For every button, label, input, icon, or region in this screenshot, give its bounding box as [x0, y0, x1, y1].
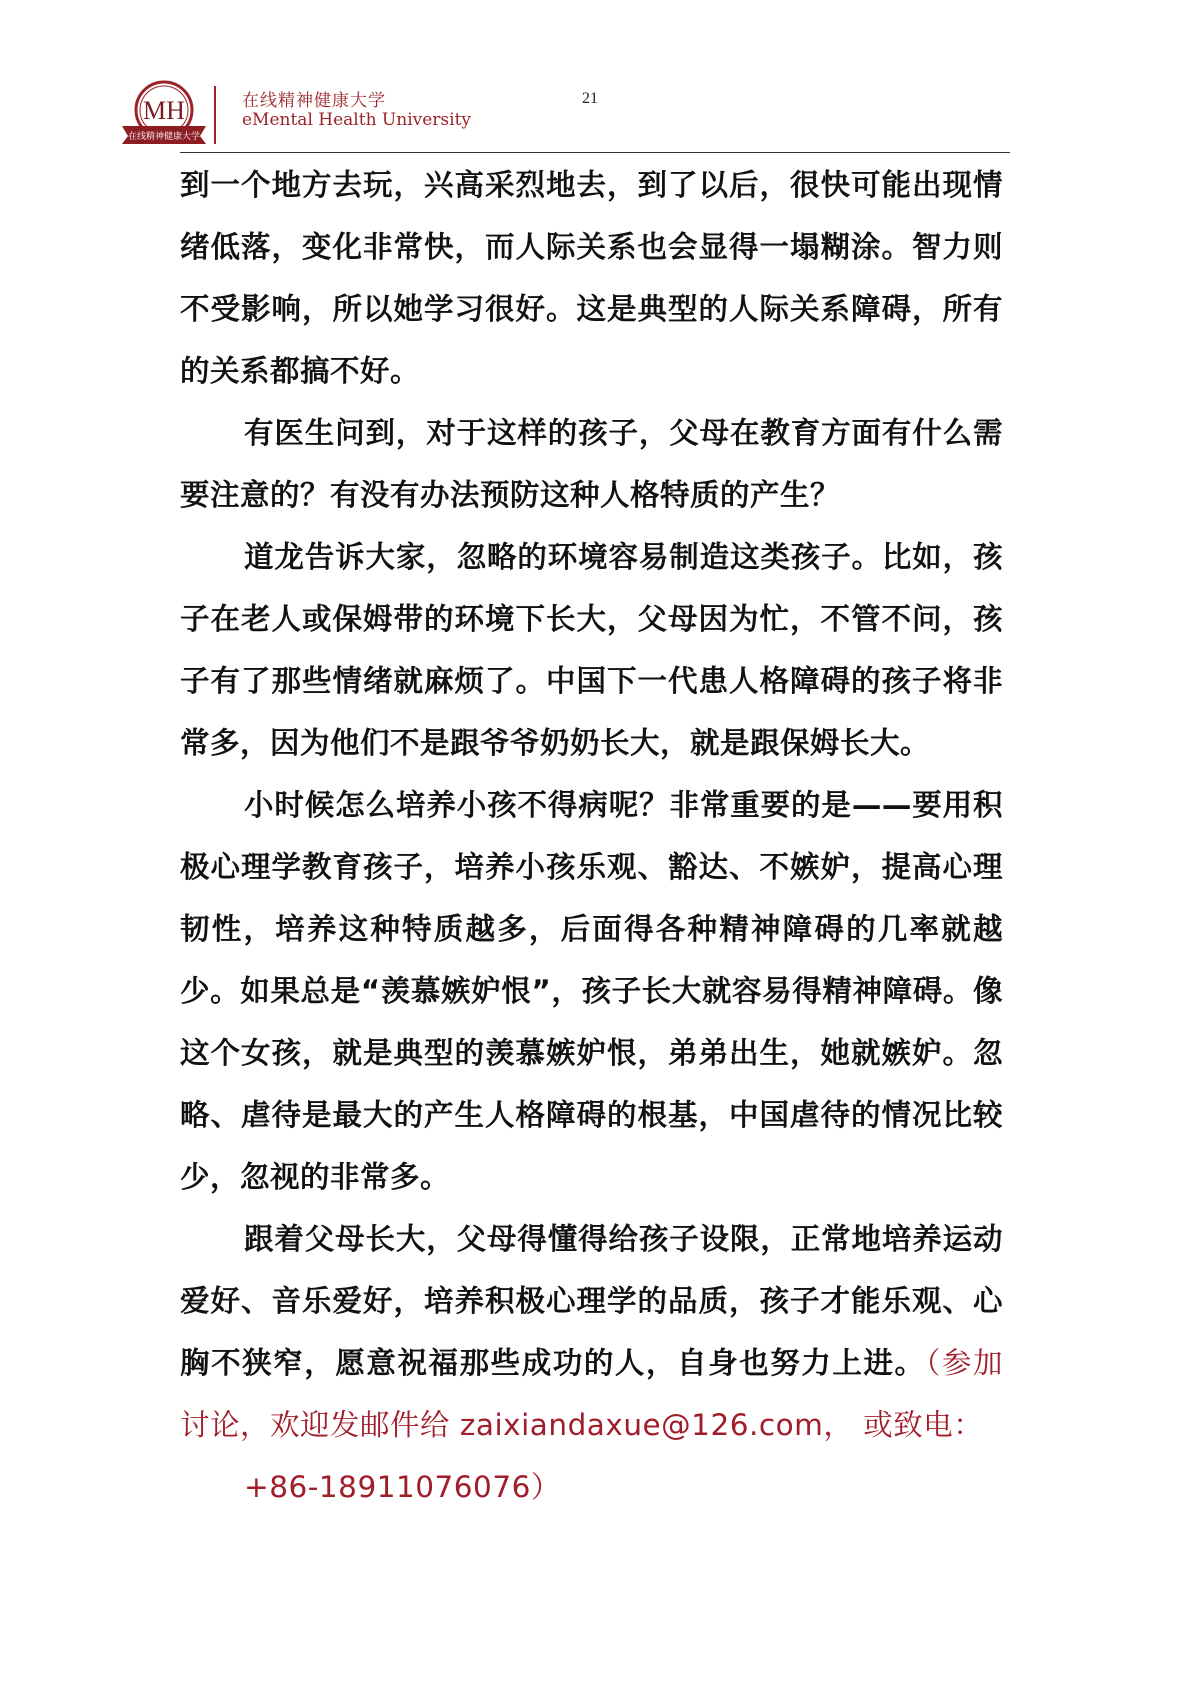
university-logo [118, 78, 210, 150]
logo-ribbon-text: 在线精神健康大学 [127, 132, 201, 142]
university-name-cn: 在线精神健康大学 [242, 91, 386, 111]
paragraph-3: 道龙告诉大家，忽略的环境容易制造这类孩子。比如，孩子在老人或保姆带的环境下长大，父母因为忙，不管不问，孩子有了那些情绪就麻烦了。中国下一代患人格障碍的孩子将非常多，因为他们不是跟爷爷奶奶长大，就是跟保姆长大。 [180, 540, 1003, 760]
paragraph-5-text: 跟着父母长大，父母得懂得给孩子设限，正常地培养运动爱好、音乐爱好，培养积极心理学的品质，孩子才能乐观、心胸不狭窄，愿意祝福那些成功的人，自身也努力上进。 [180, 1222, 1003, 1380]
paragraph-2: 有医生问到，对于这样的孩子，父母在教育方面有什么需要注意的？有没有办法预防这种人格特质的产生？ [180, 416, 1003, 512]
contact-phone: +86-18911076076） [244, 1470, 561, 1504]
article-body [180, 154, 1003, 1518]
paragraph-4: 小时候怎么培养小孩不得病呢？非常重要的是——要用积极心理学教育孩子，培养小孩乐观、豁达、不嫉妒，提高心理韧性，培养这种特质越多，后面得各种精神障碍的几率就越少。如果总是“羡慕嫉妒恨”，孩子长大就容易得精神障碍。像这个女孩，就是典型的羡慕嫉妒恨，弟弟出生，她就嫉妒。忽略、虐待是最大的产生人格障碍的根基，中国虐待的情况比较少，忽视的非常多。 [180, 788, 1003, 1194]
logo-divider [214, 86, 216, 144]
page-number: 21 [582, 90, 598, 107]
paragraph-1: 到一个地方去玩，兴高采烈地去，到了以后，很快可能出现情绪低落，变化非常快，而人际关系也会显得一塌糊涂。智力则不受影响，所以她学习很好。这是典型的人际关系障碍，所有的关系都搞不好。 [180, 168, 1003, 388]
paragraph-5 [180, 1208, 1003, 1518]
page-header [0, 0, 1190, 160]
contact-note: （参加讨论，欢迎发邮件给 zaixiandaxue@126.com， 或致电： [180, 1346, 1003, 1442]
header-rule [180, 152, 1010, 153]
logo-letters: MH [143, 96, 185, 125]
university-name-en: eMental Health University [242, 110, 472, 130]
